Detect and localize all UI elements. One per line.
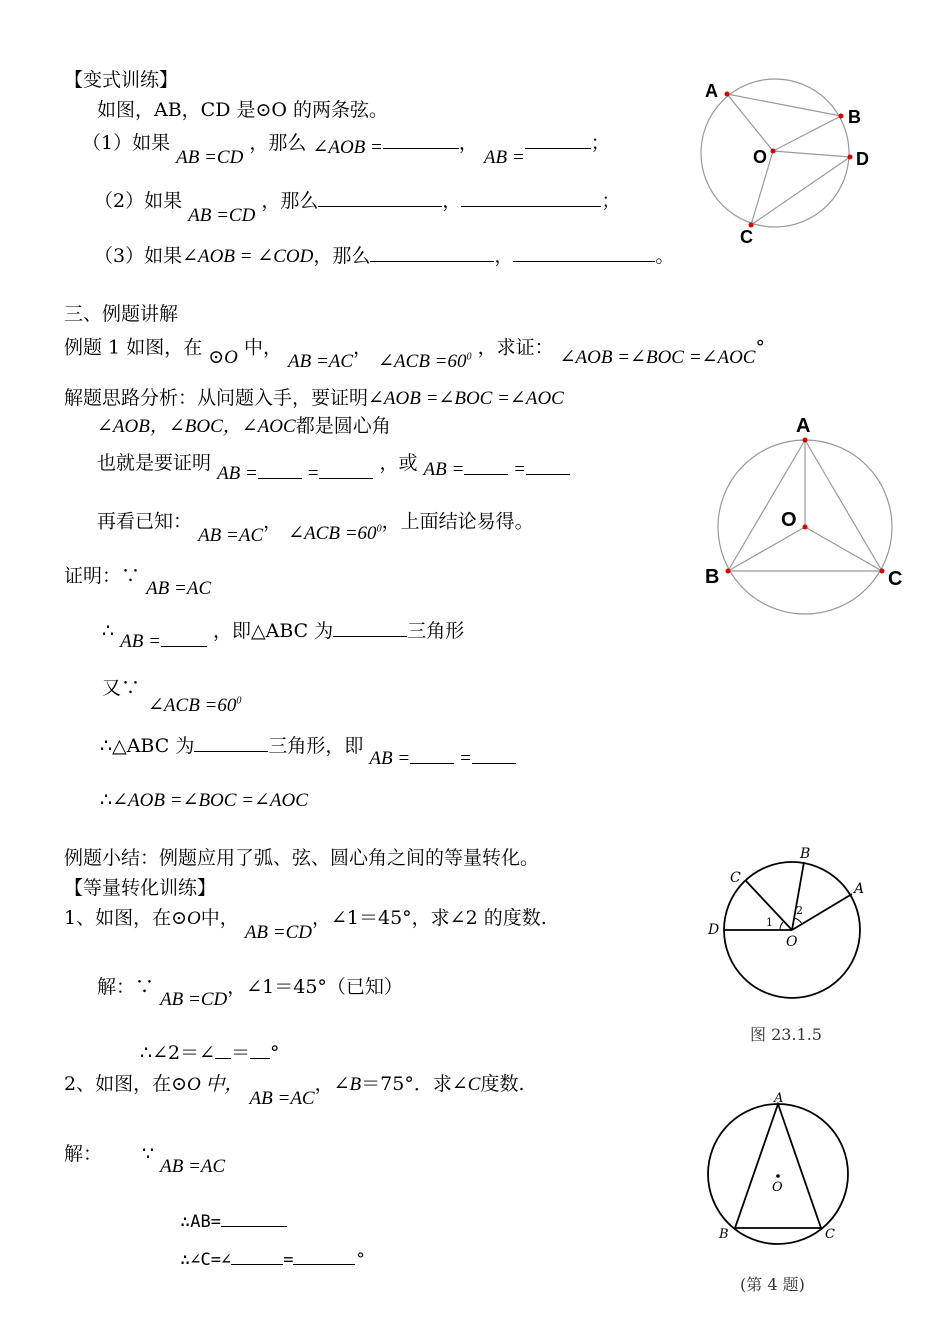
figure-1-circle-chords: [695, 75, 885, 245]
solution-2-label-line: [64, 1142, 102, 1166]
p1-rest: ，∠1＝45°，求∠2 的度数.: [312, 907, 547, 929]
known-line: 再看已知： AB =AC， ∠ACB $=60^0$，上面结论易得。: [97, 510, 534, 547]
therefore-1-blank-1[interactable]: [161, 628, 207, 647]
fig1-chord-cd: [751, 157, 850, 225]
sol2-blank-1[interactable]: [221, 1208, 287, 1227]
fig4-label-b: B: [719, 1227, 729, 1242]
fig4-label-c: C: [825, 1227, 835, 1242]
also-blank-3[interactable]: [464, 456, 508, 475]
fig3-label-2: 2: [796, 904, 803, 917]
sol1-eq: ＝: [231, 1042, 251, 1064]
solution-1-therefore: [140, 1040, 280, 1065]
known-arc: AB =AC: [198, 525, 264, 547]
analysis-goal: ∠AOB =∠BOC =∠AOC: [368, 388, 564, 409]
fig4-label-o: O: [772, 1180, 783, 1195]
because-2-angle-line: [148, 690, 241, 718]
fig3-label-d: D: [708, 922, 720, 938]
p2-rest-1: ，∠: [314, 1073, 350, 1095]
therefore-2: ∴△ABC 为 三角形，即 AB = =: [100, 733, 516, 759]
sol1-blank-2[interactable]: [250, 1040, 270, 1059]
because-2-label: 又∵: [102, 677, 141, 699]
fig3-label-a: A: [854, 881, 865, 897]
q1-blank-2[interactable]: [525, 130, 591, 149]
sol2-eq: =: [283, 1250, 294, 1270]
q1-answer-arc: AB =: [483, 147, 525, 168]
fig1-point-b: [839, 114, 844, 119]
q1-blank-1[interactable]: [383, 130, 459, 149]
q2-blank-2[interactable]: [461, 188, 601, 207]
therefore-2-label: ∴△ABC 为: [100, 735, 195, 757]
example-1: 例题 1 如图，在 ⊙O 中， AB =AC， ∠ACB $=60^0$ ，求证： ∠AOB =∠BOC =∠AOC°: [64, 336, 765, 373]
q1-mid: ，那么: [249, 132, 307, 154]
also-blank-2[interactable]: [319, 460, 373, 479]
analysis-angles: ∠AOB，∠BOC，∠AOC: [97, 416, 296, 437]
example-summary: 例题小结：例题应用了弧、弦、圆心角之间的等量转化。: [64, 847, 540, 869]
analysis-label: 解题思路分析：从问题入手，要证明: [64, 387, 369, 409]
p1-zhong: 中，: [200, 907, 239, 929]
therefore-2-blank-3[interactable]: [472, 745, 516, 764]
q3-blank-2[interactable]: [513, 243, 655, 262]
problem-1: [64, 906, 547, 943]
sol2-blank-3[interactable]: [293, 1246, 355, 1265]
fig4-point-o: [776, 1174, 780, 1178]
fig2-radius-oc: [805, 527, 882, 571]
also-blank-4[interactable]: [526, 456, 570, 475]
proof-arc: AB =AC: [146, 578, 212, 599]
p2-arc: AB =AC: [249, 1088, 315, 1109]
q2-condition: AB =CD: [188, 205, 256, 226]
fig4-circle: [708, 1104, 848, 1244]
therefore-2-eq: AB =: [369, 748, 411, 769]
question-3: （3）如果∠AOB = ∠COD，那么 ， 。: [94, 245, 675, 267]
question-1: （1）如果 AB =CD ，那么 ∠AOB = ， AB =；: [82, 132, 610, 168]
fig2-point-b: [726, 569, 731, 574]
therefore-1-blank-2[interactable]: [333, 618, 407, 637]
q3-condition: ∠AOB = ∠COD: [182, 246, 314, 267]
solution-2-step-2: [180, 1246, 366, 1272]
p2-rest-3: 度数.: [480, 1073, 525, 1095]
solution-2-because-line: [142, 1142, 226, 1177]
sol2-step-2: ∴∠C=∠: [180, 1250, 232, 1270]
q3-prefix: （3）如果: [94, 245, 183, 267]
known-end: ，上面结论易得。: [381, 510, 534, 533]
q2-prefix: （2）如果: [94, 190, 183, 212]
fig1-radius-ob: [773, 116, 841, 151]
sol1-rest: ，∠1＝45°（已知）: [227, 976, 403, 998]
p2-rest-2: ＝75°．求∠: [361, 1073, 468, 1095]
q2-mid: ，那么: [261, 190, 319, 212]
p1-arc: AB =CD: [244, 922, 312, 943]
fig2-label-o: O: [781, 509, 797, 531]
fig1-point-o: [771, 149, 776, 154]
analysis-center: 都是圆心角: [295, 415, 391, 437]
therefore-2-blank-2[interactable]: [410, 745, 454, 764]
fig2-point-a: [803, 438, 808, 443]
p2-o: O 中，: [187, 1074, 244, 1095]
sol2-because: ∵: [142, 1143, 155, 1165]
fig1-label-c: C: [740, 227, 753, 245]
fig3-angle-2-arc: [794, 918, 802, 924]
figure-4-isosceles-triangle: [705, 1088, 855, 1248]
fig2-label-b: B: [705, 566, 720, 588]
fig3-label-1: 1: [766, 916, 773, 929]
ex1-label: 例题 1: [64, 336, 121, 359]
ex1-goal: ∠AOB =∠BOC =∠AOC: [559, 347, 756, 369]
fig3-label-c: C: [730, 870, 741, 886]
q2-blank-1[interactable]: [318, 188, 442, 207]
therefore-1-text: ，即△ABC 为: [212, 620, 334, 642]
fig3-angle-1-arc: [780, 922, 783, 930]
therefore-1-end: 三角形: [407, 620, 465, 642]
q1-condition: AB =CD: [176, 147, 244, 168]
fig2-label-a: A: [796, 415, 811, 437]
solution-1: [97, 975, 403, 1010]
p2-c: C: [467, 1074, 481, 1095]
ex1-zhong: 中，: [243, 336, 282, 359]
ex1-angle-condition: ∠ACB $=60^0$: [378, 351, 472, 373]
fig1-label-a: A: [705, 81, 718, 101]
fig1-label-d: D: [856, 149, 869, 169]
fig2-point-o: [803, 525, 808, 530]
ex1-prove: ，求证：: [477, 336, 554, 359]
proof-line: [64, 564, 212, 599]
therefore-1-symbol: ∴: [102, 620, 115, 642]
p2-prefix: 2、如图，在⊙: [64, 1073, 188, 1095]
also-blank-1[interactable]: [258, 460, 302, 479]
therefore-3: [100, 788, 308, 813]
p1-prefix: 1、如图，在⊙: [64, 907, 188, 929]
figure-4-caption: (第 4 题): [740, 1275, 805, 1294]
analysis-line-1: [64, 386, 564, 411]
fig2-label-c: C: [888, 568, 903, 590]
question-2: （2）如果 AB =CD ，那么 ， ；: [94, 190, 621, 226]
sol2-step-1: ∴AB=: [180, 1212, 221, 1232]
ex1-circle: ⊙O: [208, 347, 238, 369]
p2-b: B: [349, 1074, 362, 1095]
q1-answer-angle: ∠AOB =: [312, 137, 383, 158]
also-prove-label: 也就是要证明: [97, 452, 212, 474]
sol1-blank-1[interactable]: [215, 1040, 231, 1059]
fig2-radius-ob: [728, 527, 805, 571]
fig1-label-b: B: [848, 107, 861, 127]
also-or: ，或: [379, 452, 418, 474]
p1-o: O: [187, 908, 201, 929]
sol1-label: 解：∵: [97, 976, 155, 998]
known-label: 再看已知：: [97, 510, 193, 533]
sol2-deg: °: [355, 1250, 366, 1270]
fig4-label-a: A: [774, 1091, 784, 1106]
q3-mid: ，那么: [313, 245, 371, 267]
fig4-triangle: [735, 1104, 821, 1228]
because-2-angle: ∠ACB $=60^0$: [148, 695, 242, 717]
sol2-label: 解：: [64, 1143, 103, 1165]
ex1-text: 如图，在: [126, 336, 203, 359]
sol2-arc: AB =AC: [160, 1156, 226, 1177]
q3-blank-1[interactable]: [370, 243, 494, 262]
fig3-label-b: B: [800, 846, 811, 862]
fig1-radius-oa: [727, 94, 773, 151]
problem-2: [64, 1072, 525, 1109]
fig1-label-o: O: [753, 147, 768, 167]
therefore-1: [102, 618, 465, 652]
therefore-1-eq: AB =: [120, 631, 161, 652]
sol2-blank-2[interactable]: [231, 1246, 283, 1265]
figure-2-equilateral-triangle: [700, 410, 915, 620]
figure-3-circle-radii: [700, 838, 880, 1008]
fig1-point-d: [848, 155, 853, 160]
therefore-3-eq: ∠AOB =∠BOC =∠AOC: [112, 790, 308, 811]
figure-3-caption: 图 23.1.5: [750, 1025, 822, 1044]
also-prove-arc: AB =: [217, 463, 258, 484]
because-2: [102, 676, 140, 700]
ex1-arc-condition: AB =AC: [288, 351, 354, 373]
analysis-line-2: [97, 414, 391, 439]
section1-intro: 如图，AB，CD 是⊙O 的两条弦。: [97, 99, 389, 121]
fig1-circle: [701, 79, 849, 227]
fig2-point-c: [880, 569, 885, 574]
section2-heading: 三、例题讲解: [64, 303, 179, 325]
fig1-radius-od: [773, 151, 850, 157]
sol1-therefore: ∴∠2＝∠: [140, 1042, 216, 1064]
q1-prefix: （1）如果: [82, 132, 171, 154]
therefore-3-symbol: ∴: [100, 789, 113, 811]
section1-heading: 【变式训练】: [64, 69, 179, 91]
section3-heading: 【等量转化训练】: [64, 877, 217, 899]
also-prove-line: 也就是要证明 AB = = ，或 AB = =: [97, 450, 570, 476]
also-chord: AB =: [423, 459, 465, 480]
fig3-label-o: O: [786, 934, 798, 950]
known-angle: ∠ACB $=60^0$: [288, 523, 382, 545]
proof-label: 证明：∵: [64, 565, 141, 587]
solution-2-step-1: [180, 1208, 287, 1234]
therefore-2-text: 三角形，即: [268, 735, 364, 757]
fig1-point-a: [725, 92, 730, 97]
q3-end: 。: [655, 245, 675, 267]
sol1-deg: °: [270, 1042, 280, 1064]
sol1-arc: AB =CD: [160, 989, 228, 1010]
therefore-2-blank-1[interactable]: [194, 733, 268, 752]
